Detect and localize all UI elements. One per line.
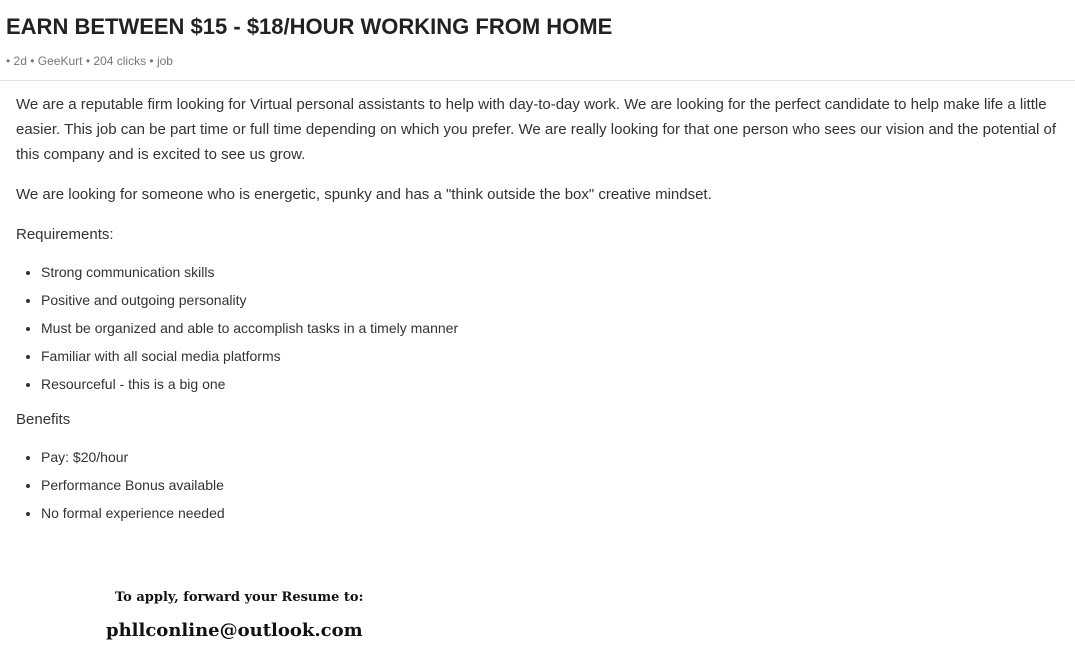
list-item: • Familiar with all social media platforms xyxy=(41,346,1068,366)
apply-instruction: To apply, forward your Resume to: xyxy=(115,590,364,605)
list-item: • Resourceful - this is a big one xyxy=(41,374,1068,394)
requirements-list xyxy=(16,262,1068,394)
post-age: 2d xyxy=(13,54,27,68)
list-item: • Strong communication skills xyxy=(41,262,1068,282)
mindset-paragraph: We are looking for someone who is energetic, spunky and has a "think outside the box" creative mindset. xyxy=(16,186,712,203)
apply-email-link[interactable]: phllconline@outlook.com xyxy=(106,620,363,641)
list-item: • Pay: $20/hour xyxy=(41,447,1068,467)
benefits-heading: Benefits xyxy=(16,411,71,428)
meta-separator: • xyxy=(149,54,154,68)
post-category-link[interactable]: job xyxy=(156,54,173,68)
intro-paragraph: We are a reputable firm looking for Virtual personal assistants to help with day-to-day work. We are looking for the perfect candidate to help make life a little easier. This job can be part time or full time depending on which you prefer. We are really looking for that one person who sees our vision and the potential of this company and is excited to see us grow. xyxy=(16,96,1057,163)
list-item: • Performance Bonus available xyxy=(41,475,1068,495)
list-item: • Positive and outgoing personality xyxy=(41,290,1068,310)
post-header xyxy=(0,0,1075,81)
post-clicks: 204 clicks xyxy=(93,54,147,68)
meta-separator: • xyxy=(85,54,91,68)
benefits-list xyxy=(16,447,1068,523)
post-meta xyxy=(6,54,173,68)
list-item: • No formal experience needed xyxy=(41,503,1068,523)
post-body xyxy=(16,92,1068,536)
list-item: • Must be organized and able to accomplish tasks in a timely manner xyxy=(41,318,1068,338)
post-author-link[interactable]: GeeKurt xyxy=(37,54,83,68)
requirements-heading: Requirements: xyxy=(16,226,114,243)
meta-separator: • xyxy=(6,54,11,68)
meta-separator: • xyxy=(30,54,35,68)
post-title: EARN BETWEEN $15 - $18/HOUR WORKING FROM HOME xyxy=(6,14,613,39)
